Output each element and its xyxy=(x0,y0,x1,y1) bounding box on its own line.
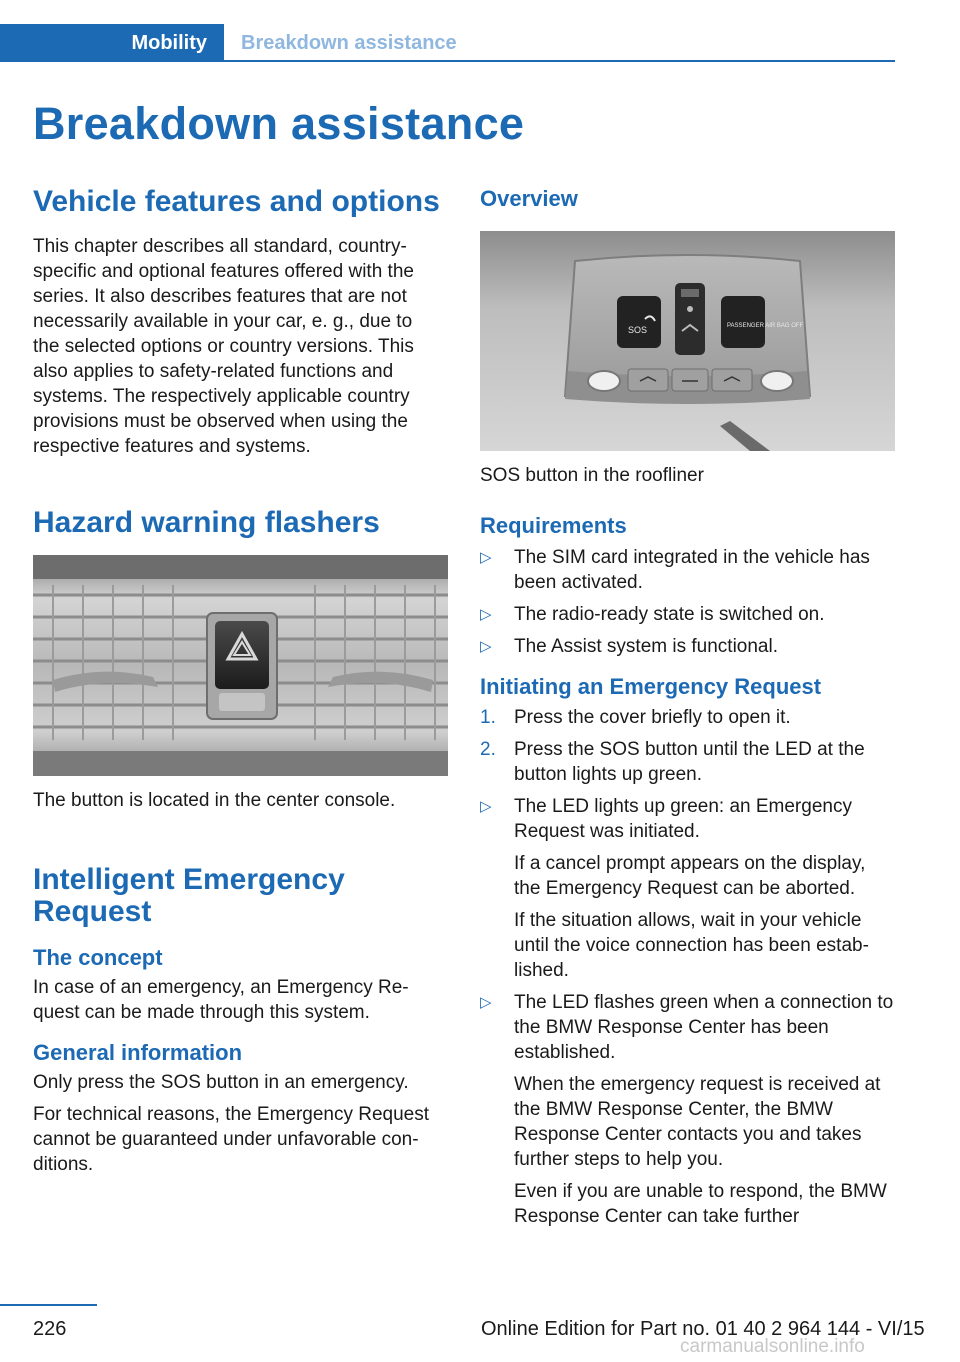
list-item: 2. Press the SOS button until the LED at the button lights up green. xyxy=(480,739,865,785)
general-info-heading: General information xyxy=(33,1040,243,1065)
vehicle-features-text: This chapter describes all standard, country-specific and optional features offered with the series. It also describes features that are not necessarily available in your car, e. g., due to the selected options or country versions. This also applies to safety-related functions and systems. The respectively applicable country provisions must be observed when using the respective features and systems. xyxy=(33,236,414,457)
page-title: Breakdown assistance xyxy=(33,98,525,149)
concept-text: In case of an emergency, an Emergency Re-quest can be made through this system. xyxy=(33,977,409,1023)
chapter-tab-breakdown[interactable]: Breakdown assistance xyxy=(241,32,457,54)
left-column xyxy=(33,182,449,1177)
header-rule xyxy=(0,60,895,62)
general-info-text-1: Only press the SOS button in an emergency. xyxy=(33,1072,409,1093)
step-number: 1. xyxy=(480,707,496,728)
sos-label: SOS xyxy=(628,325,648,335)
page-number: 226 xyxy=(33,1318,67,1340)
section-tab-mobility[interactable]: Mobility xyxy=(0,24,224,62)
general-info-text-2: For technical reasons, the Emergency Request cannot be guaranteed under unfavorable con-ditions. xyxy=(33,1104,430,1175)
overview-heading: Overview xyxy=(480,186,578,211)
sos-button-figure xyxy=(480,231,895,451)
list-item: ▷ The SIM card integrated in the vehicle has been activated. xyxy=(480,547,870,593)
step-number: 2. xyxy=(480,739,496,760)
list-item: ▷ The LED lights up green: an Emergency Request was initiated. If a cancel prompt appears on the display, the Emergency Request can be aborted. If the situation allows, wait in your vehicle until the voice connection has been estab-lished. xyxy=(480,796,869,981)
triangle-bullet-icon: ▷ xyxy=(480,549,492,566)
list-item: ▷ The radio-ready state is switched on. xyxy=(480,604,825,625)
list-item: 1. Press the cover briefly to open it. xyxy=(480,707,791,728)
edition-text: Online Edition for Part no. 01 40 2 964 144 - VI/15 xyxy=(481,1318,925,1340)
list-item: ▷ The Assist system is functional. xyxy=(480,636,778,657)
list-item: ▷ The LED flashes green when a connection to the BMW Response Center has been established. When the emergency request is received at the BMW Response Center, the BMW Response Center contacts you and takes further steps to help you. Even if you are unable to respond, the BMW Response Center can take further xyxy=(480,992,894,1227)
triangle-bullet-icon: ▷ xyxy=(480,638,492,655)
triangle-bullet-icon: ▷ xyxy=(480,606,492,623)
airbag-off-label: PASSENGER AIR BAG OFF xyxy=(727,323,804,329)
sos-roofliner-illustration xyxy=(480,231,895,451)
triangle-bullet-icon: ▷ xyxy=(480,994,492,1011)
requirements-heading: Requirements xyxy=(480,513,627,538)
ier-heading: Intelligent Emergency Request xyxy=(33,863,345,928)
hazard-button-figure xyxy=(33,555,448,776)
watermark: carmanualsonline.info xyxy=(680,1336,865,1357)
page-header xyxy=(0,24,895,62)
right-column xyxy=(480,182,896,1229)
steps-list xyxy=(480,705,896,1229)
triangle-bullet-icon: ▷ xyxy=(480,798,492,815)
initiating-heading: Initiating an Emergency Request xyxy=(480,674,822,699)
overview-caption: SOS button in the roofliner xyxy=(480,465,704,486)
footer-rule xyxy=(0,1304,97,1306)
vehicle-features-heading: Vehicle features and options xyxy=(33,185,440,218)
requirements-list xyxy=(480,545,896,659)
hazard-heading: Hazard warning flashers xyxy=(33,506,380,539)
hazard-caption: The button is located in the center console. xyxy=(33,790,396,811)
concept-heading: The concept xyxy=(33,945,163,970)
hazard-button-illustration xyxy=(33,555,448,776)
